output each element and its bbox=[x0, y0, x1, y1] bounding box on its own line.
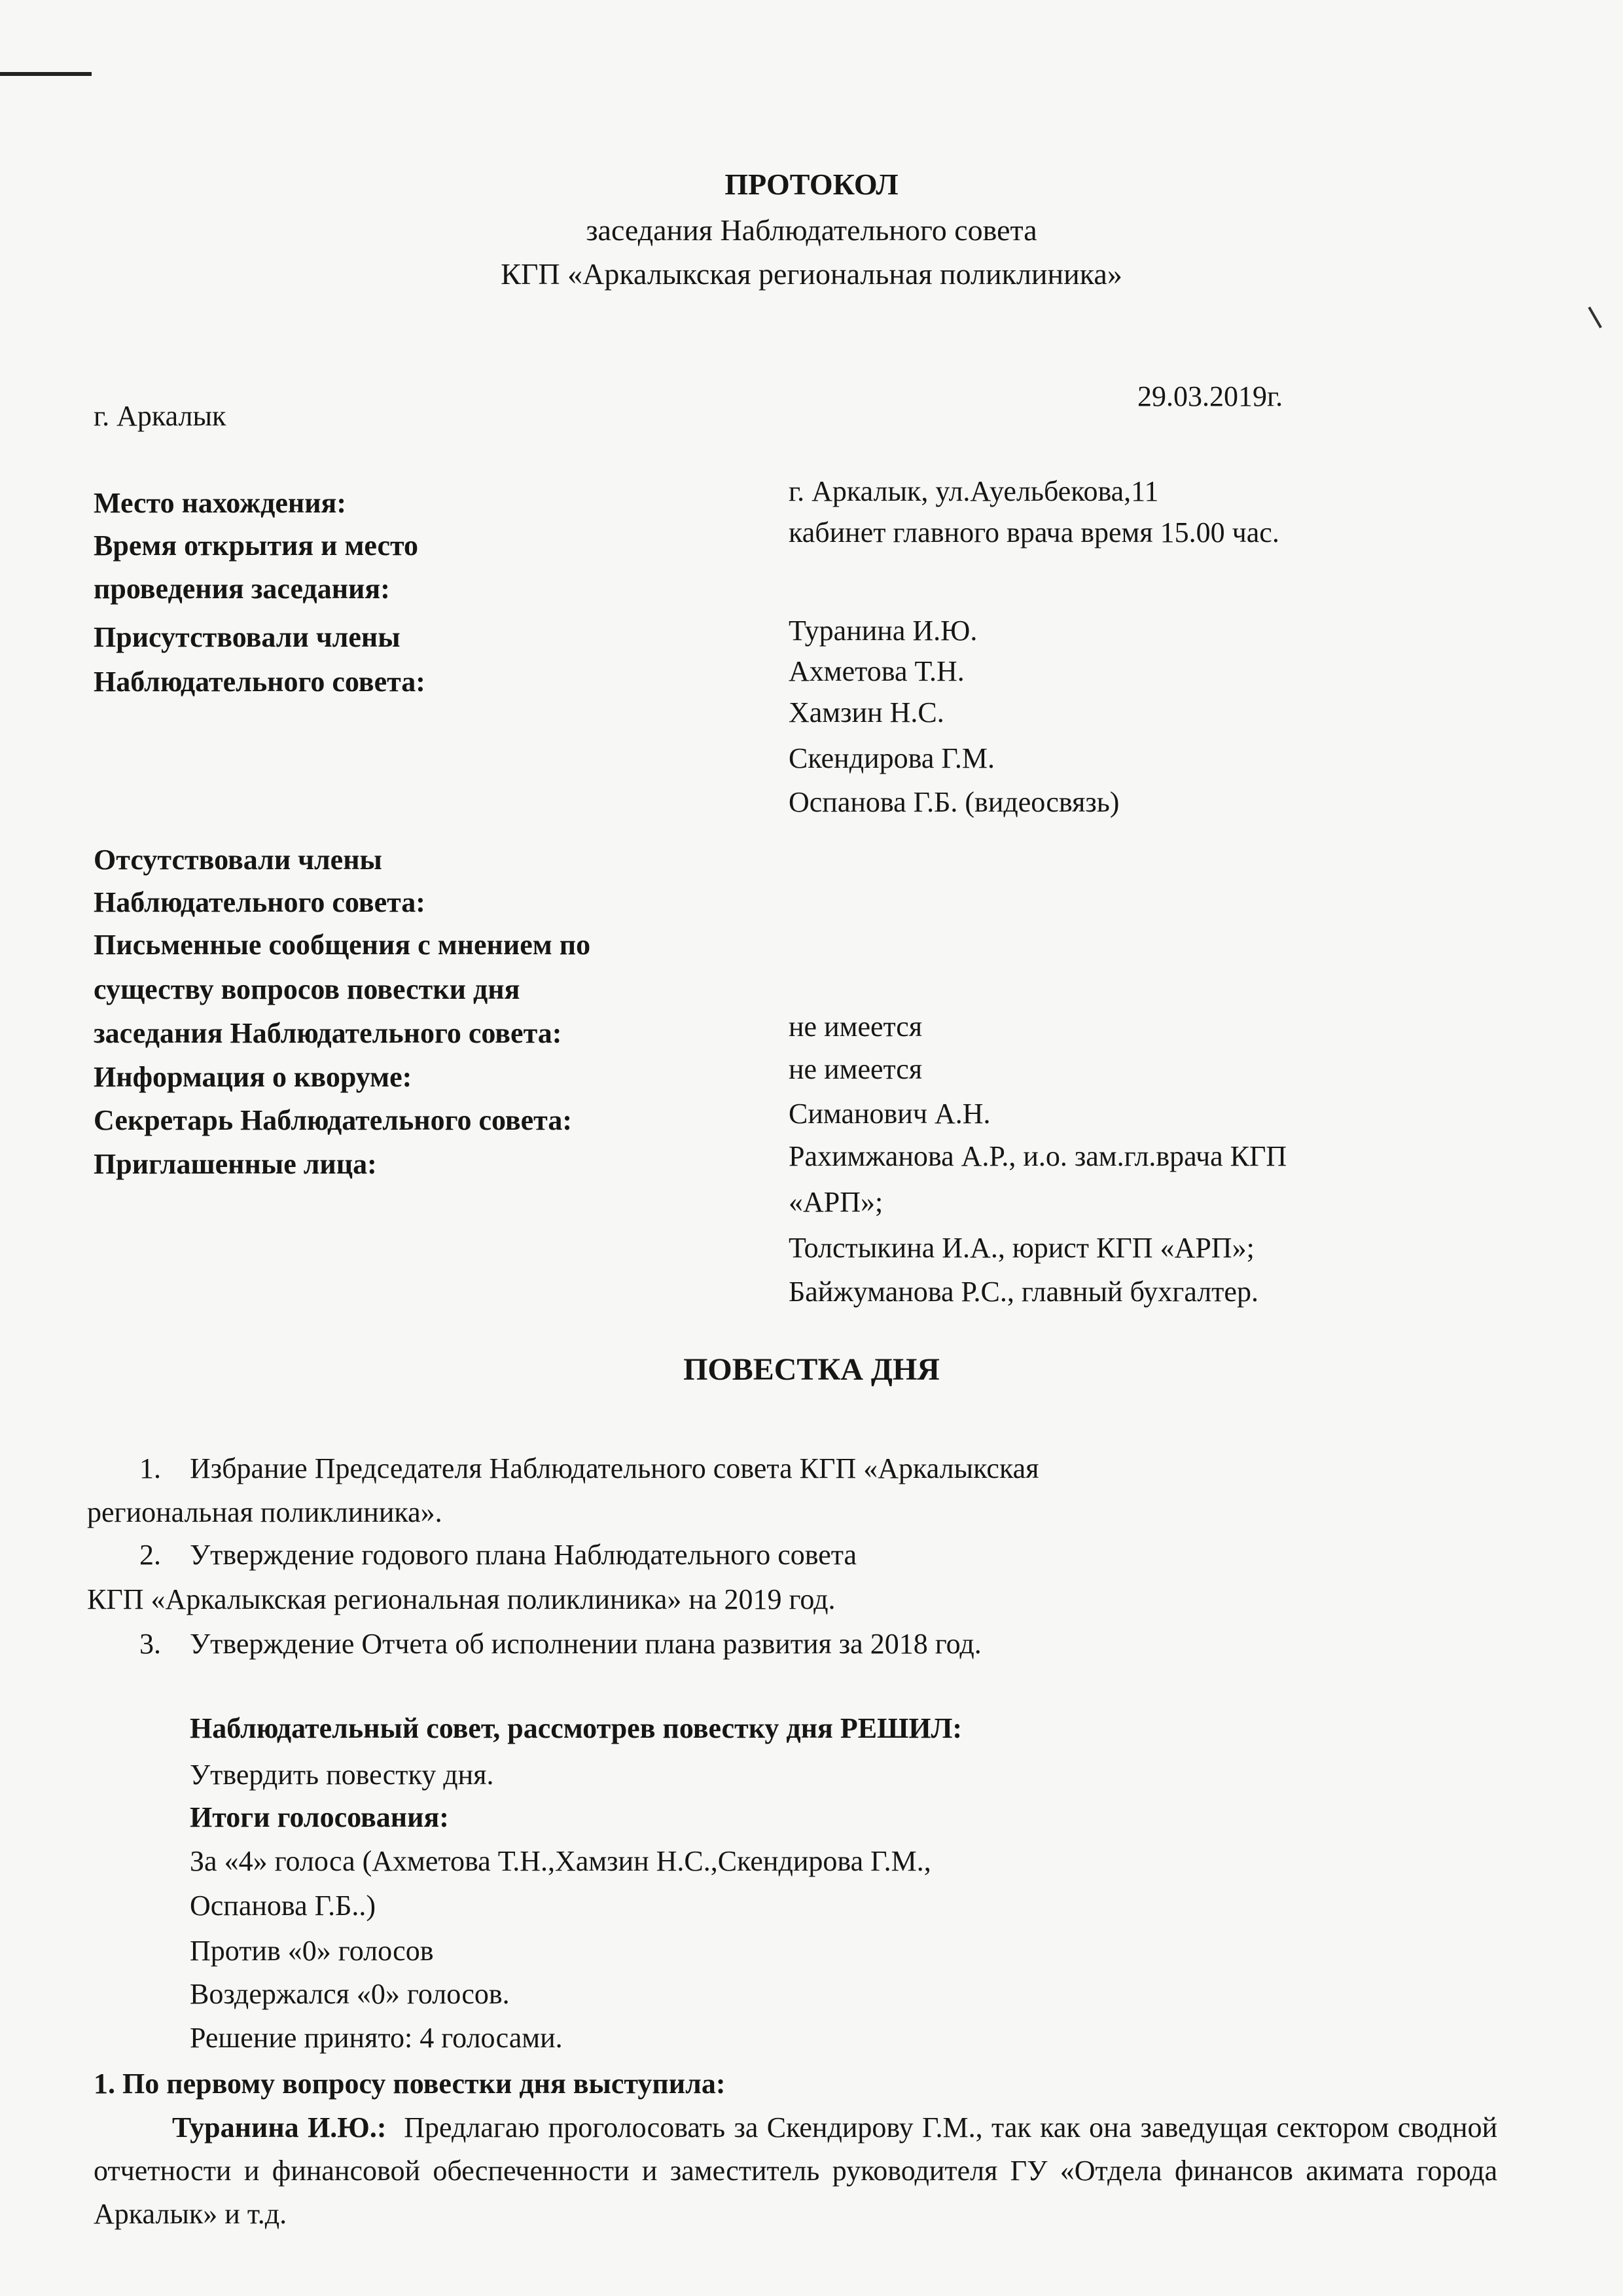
absent-label: Отсутствовали члены bbox=[94, 844, 382, 876]
written-value: не имеется bbox=[789, 1011, 923, 1043]
absent-label-2: Наблюдательного совета: bbox=[94, 886, 425, 918]
scan-artifact bbox=[0, 72, 92, 76]
organization-name: КГП «Аркалыкская региональная поликлиника» bbox=[501, 257, 1122, 291]
speech-text: Предлагаю проголосовать за Скендирову Г.М., так как она заведущая сектором сводной отчетности и финансовой обеспеченности и заместитель руководителя ГУ «Отдела финансов акимата города Аркалык» и т.д. bbox=[94, 2111, 1498, 2230]
first-question-heading: 1. По первому вопросу повестки дня выступила: bbox=[94, 2068, 726, 2100]
time-label-2: проведения заседания: bbox=[94, 573, 390, 605]
place-value: г. Аркалык, ул.Ауельбекова,11 bbox=[789, 475, 1159, 507]
invited-label: Приглашенные лица: bbox=[94, 1148, 377, 1180]
secretary-label: Секретарь Наблюдательного совета: bbox=[94, 1104, 572, 1136]
quorum-label: Информация о кворуме: bbox=[94, 1061, 412, 1093]
agenda-item-number: 3. bbox=[139, 1628, 161, 1660]
city: г. Аркалык bbox=[94, 400, 226, 432]
agenda-item-number: 2. bbox=[139, 1539, 161, 1571]
scan-mark bbox=[1581, 306, 1602, 332]
invited-person: Рахимжанова А.Р., и.о. зам.гл.врача КГП bbox=[789, 1140, 1287, 1172]
time-value: кабинет главного врача время 15.00 час. bbox=[789, 516, 1279, 548]
votes-label: Итоги голосования: bbox=[190, 1801, 449, 1833]
present-member: Скендирова Г.М. bbox=[789, 742, 995, 774]
agenda-heading: ПОВЕСТКА ДНЯ bbox=[683, 1352, 940, 1387]
agenda-item: Утверждение годового плана Наблюдательного совета bbox=[190, 1539, 857, 1571]
quorum-value: не имеется bbox=[789, 1053, 923, 1085]
document-subtitle: заседания Наблюдательного совета bbox=[586, 213, 1037, 247]
invited-person: «АРП»; bbox=[789, 1186, 883, 1218]
present-member: Туранина И.Ю. bbox=[789, 615, 978, 647]
votes-for-cont: Оспанова Г.Б..) bbox=[190, 1890, 376, 1922]
present-member: Ахметова Т.Н. bbox=[789, 655, 965, 687]
votes-against: Против «0» голосов bbox=[190, 1935, 434, 1967]
decision-text: Утвердить повестку дня. bbox=[190, 1759, 494, 1791]
present-label: Присутствовали члены bbox=[94, 621, 401, 653]
present-member: Хамзин Н.С. bbox=[789, 696, 944, 728]
first-question-speech bbox=[94, 2106, 1497, 2236]
written-label-2: существу вопросов повестки дня bbox=[94, 973, 520, 1005]
decision-result: Решение принято: 4 голосами. bbox=[190, 2022, 563, 2054]
invited-person: Байжуманова Р.С., главный бухгалтер. bbox=[789, 1276, 1258, 1308]
secretary-value: Симанович А.Н. bbox=[789, 1098, 991, 1130]
agenda-item: Избрание Председателя Наблюдательного совета КГП «Аркалыкская bbox=[190, 1452, 1039, 1484]
votes-for: За «4» голоса (Ахметова Т.Н.,Хамзин Н.С.,Скендирова Г.М., bbox=[190, 1845, 931, 1877]
agenda-item-cont: КГП «Аркалыкская региональная поликлиника» на 2019 год. bbox=[87, 1583, 836, 1615]
decision-heading: Наблюдательный совет, рассмотрев повестку дня РЕШИЛ: bbox=[190, 1712, 963, 1744]
written-label-3: заседания Наблюдательного совета: bbox=[94, 1017, 562, 1049]
agenda-item: Утверждение Отчета об исполнении плана развития за 2018 год. bbox=[190, 1628, 982, 1660]
agenda-item-cont: региональная поликлиника». bbox=[87, 1496, 442, 1528]
invited-person: Толстыкина И.А., юрист КГП «АРП»; bbox=[789, 1232, 1255, 1264]
date: 29.03.2019г. bbox=[1137, 380, 1283, 412]
time-label: Время открытия и место bbox=[94, 529, 419, 562]
present-member: Оспанова Г.Б. (видеосвязь) bbox=[789, 786, 1120, 818]
speaker-name: Туранина И.Ю.: bbox=[172, 2111, 387, 2144]
agenda-item-number: 1. bbox=[139, 1452, 161, 1484]
votes-abstain: Воздержался «0» голосов. bbox=[190, 1978, 510, 2010]
present-label-2: Наблюдательного совета: bbox=[94, 666, 425, 698]
written-label: Письменные сообщения с мнением по bbox=[94, 929, 591, 961]
place-label: Место нахождения: bbox=[94, 487, 347, 519]
document-title: ПРОТОКОЛ bbox=[724, 168, 899, 201]
